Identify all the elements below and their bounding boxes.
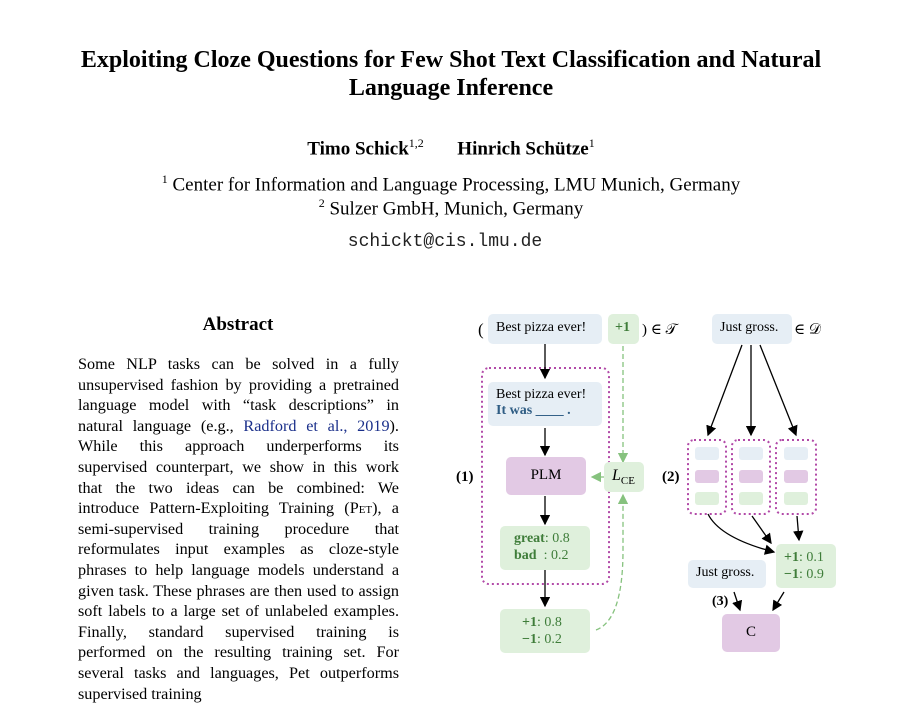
unlabeled-example-box: Just gross. xyxy=(712,314,792,344)
ensemble-cells xyxy=(695,447,808,505)
author-name: Hinrich Schütze xyxy=(457,138,589,160)
labeled-example-box: Best pizza ever! xyxy=(488,314,602,344)
abstract-text: Some NLP tasks can be solved in a fully unsupervised fashion by providing a pretrained language model with “task descriptions” in natural language (e.g., Radford et al., 2019). While this approach underperforms its supervised counterpart, we show in this work that the two ideas can be combined: We introduce Pattern-Exploiting Training (Pet), a semi-supervised training procedure that reformulates input examples as cloze-style phrases to help language models understand a given task. These phrases are then used to assign soft labels to a large set of unlabeled examples. Finally, standard supervised training is performed on the resulting training set. For several tasks and languages, Pet outperforms supervised training xyxy=(78,355,399,703)
pattern-box: Best pizza ever! It was ____ . xyxy=(488,382,602,426)
soft-label-box: +1: 0.1 −1: 0.9 xyxy=(776,544,836,588)
classifier-box: C xyxy=(722,614,780,652)
paper-title: Exploiting Cloze Questions for Few Shot Text Classification and Natural Language Inference xyxy=(80,47,822,101)
unlabeled-example-copy-box: Just gross. xyxy=(688,560,766,588)
author-list xyxy=(0,136,902,160)
author-affil-sup: 1,2 xyxy=(408,136,424,150)
verbalizer-box: great: 0.8 bad : 0.2 xyxy=(500,526,590,570)
gold-label-box: +1 xyxy=(608,314,639,344)
unlabeled-set-symbol: ∈ 𝒟 xyxy=(794,322,821,338)
author-name: Timo Schick xyxy=(307,138,409,160)
author-affil-sup: 1 xyxy=(588,136,595,150)
author-email: schickt@cis.lmu.de xyxy=(347,232,543,252)
step-3-label: (3) xyxy=(712,594,729,609)
open-paren: ( xyxy=(478,320,484,339)
affiliation-1: $^1$ Center for Information and Language Processing, LMU Munich, Germany xyxy=(161,172,741,196)
output-distribution-box: +1: 0.8 −1: 0.2 xyxy=(500,609,590,653)
loss-box: $L_{CE}$ xyxy=(604,462,644,492)
step-2-label: (2) xyxy=(662,469,680,485)
plm-box: PLM xyxy=(506,457,586,495)
step-1-label: (1) xyxy=(456,469,474,485)
affiliation-2: $^2$ Sulzer GmbH, Munich, Germany xyxy=(318,196,584,220)
citation-link[interactable]: Radford et al., 2019 xyxy=(243,416,390,435)
abstract-heading: Abstract xyxy=(202,314,274,335)
training-set-symbol: ) ∈ 𝒯 xyxy=(642,322,678,338)
pet-overview-figure xyxy=(440,300,902,672)
